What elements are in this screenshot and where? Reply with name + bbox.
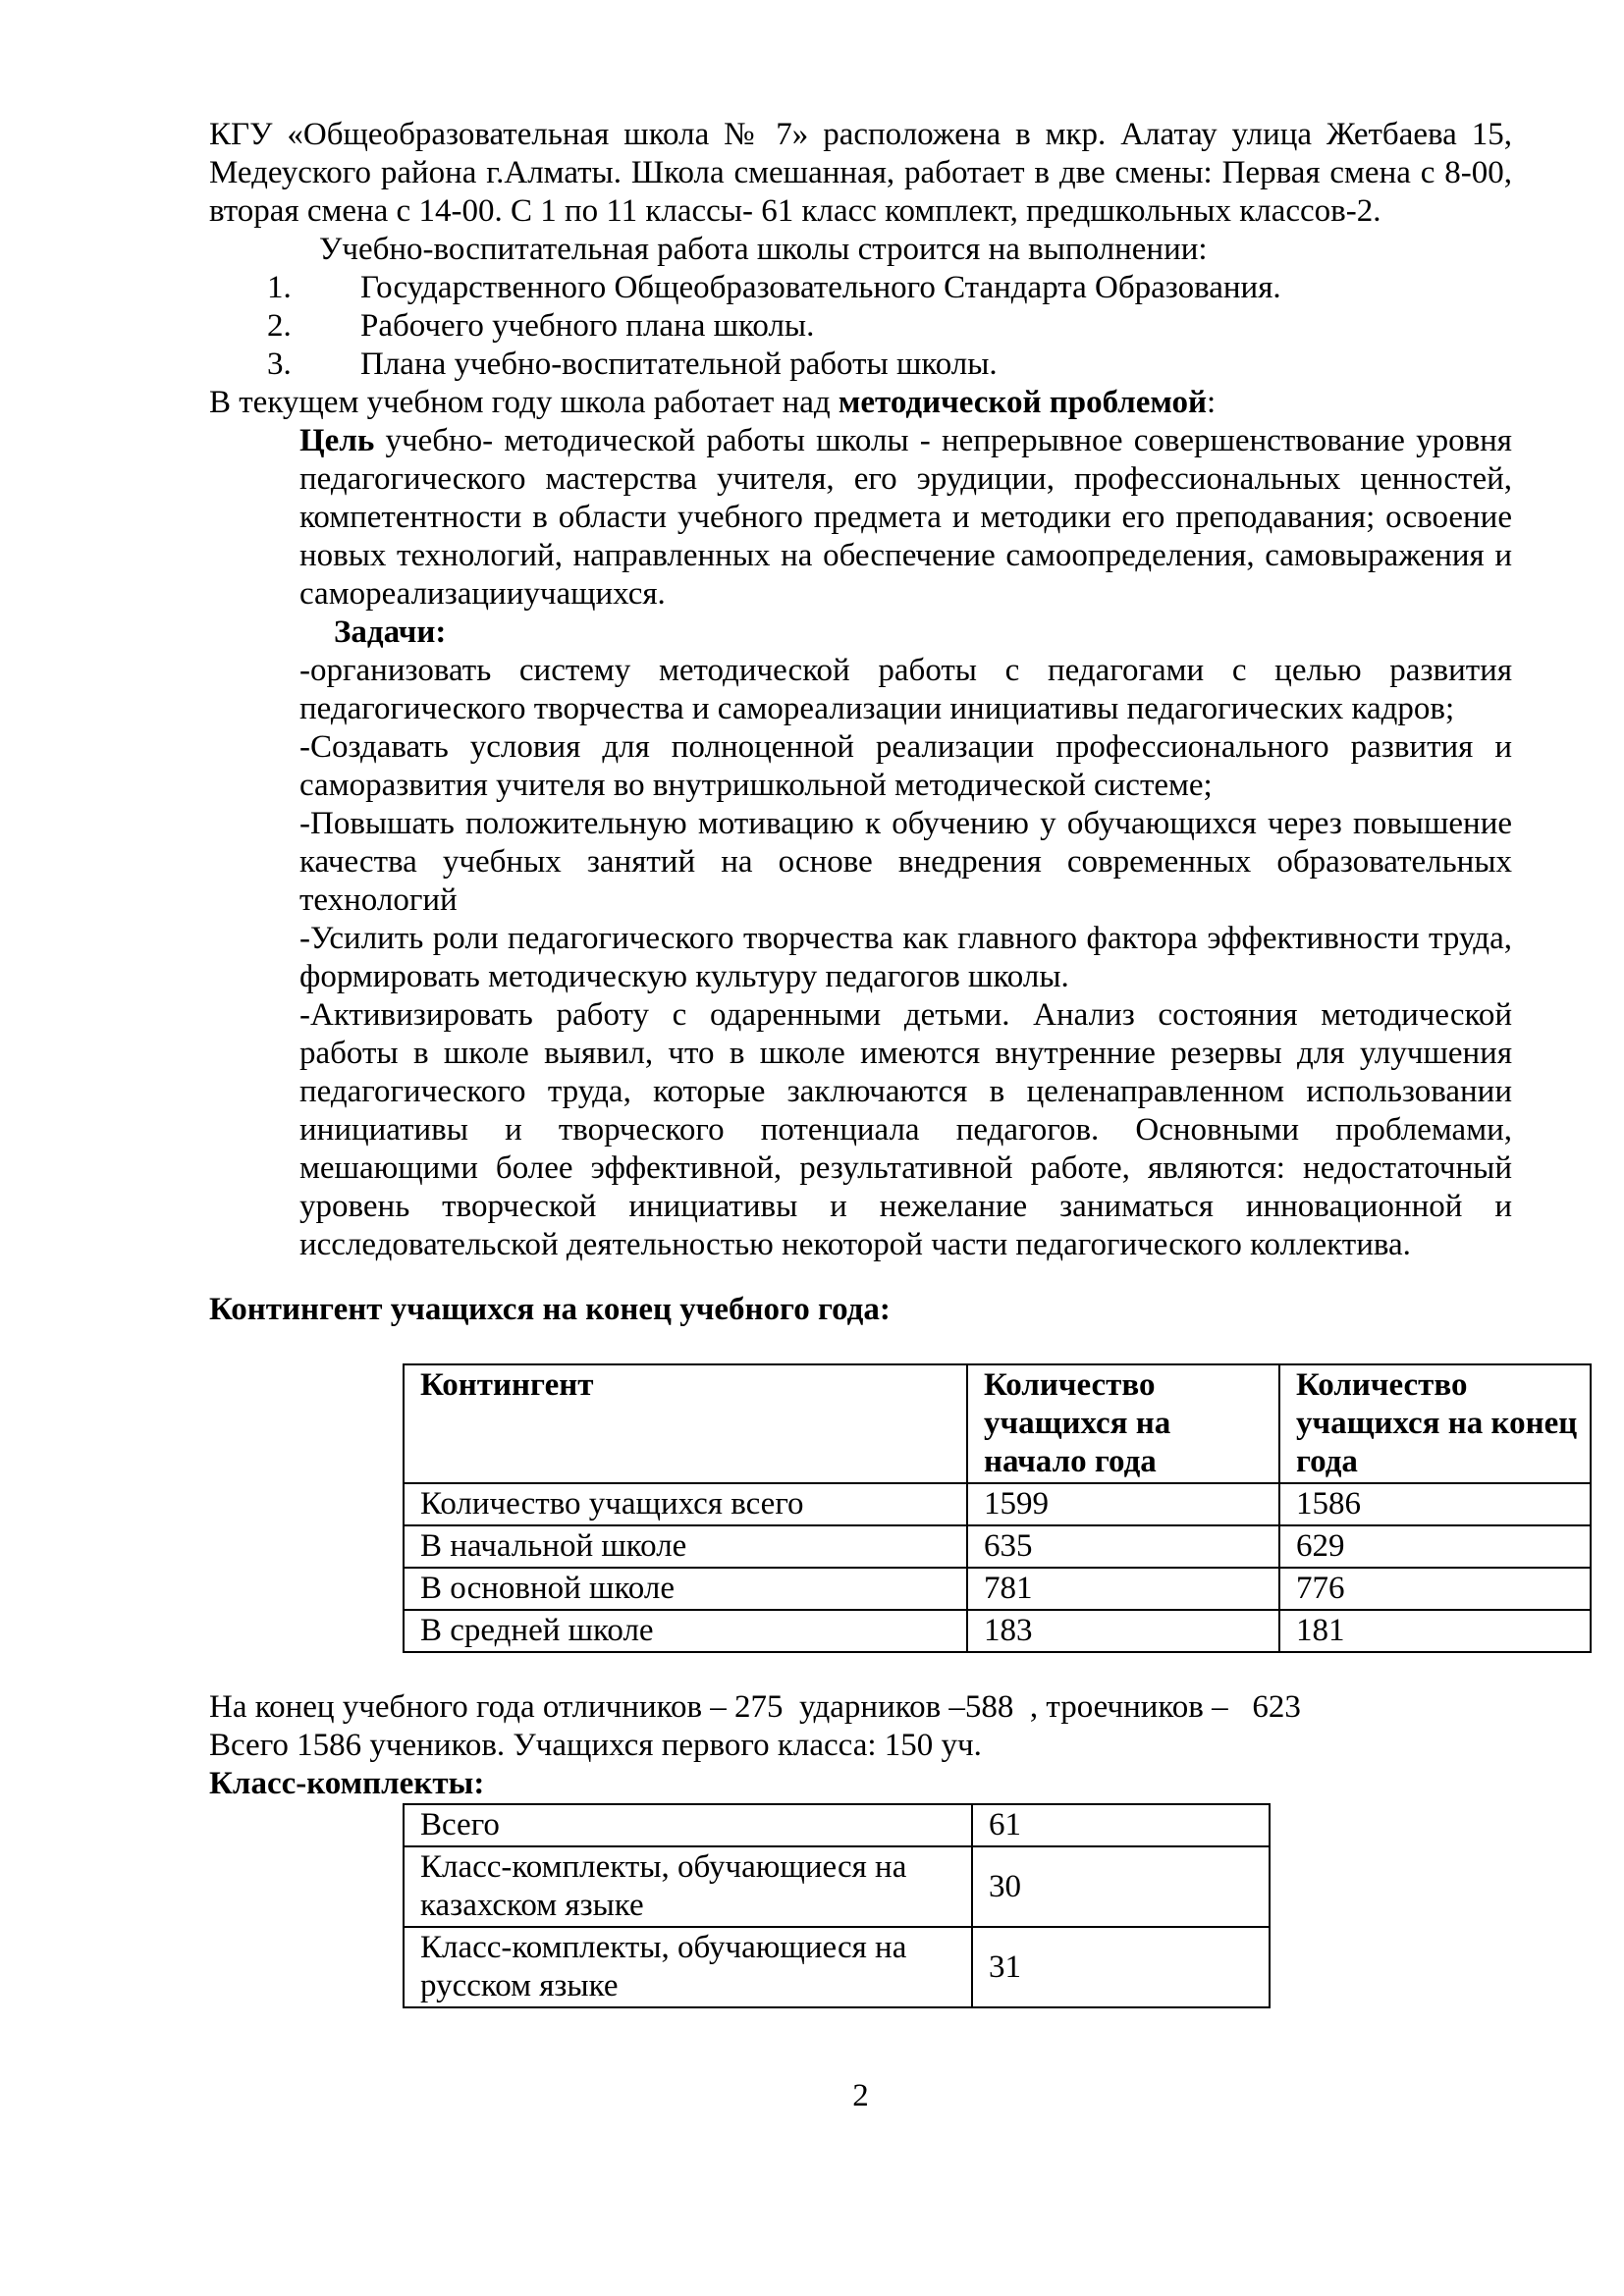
table-cell-value: 1586: [1279, 1483, 1591, 1525]
table-cell-label: Всего: [404, 1804, 972, 1846]
class-sets-heading: Класс-комплекты:: [209, 1766, 485, 1801]
methodical-problem-bold: методической проблемой: [838, 385, 1207, 420]
basis-list-item-1: [209, 269, 1512, 307]
tasks-heading: Задачи:: [334, 614, 447, 650]
table-cell-value: 1599: [967, 1483, 1279, 1525]
task-item-4: -Усилить роли педагогического творчества как главного фактора эффективности труда, формировать методическую культуру педагогов школы.: [299, 921, 1512, 994]
list-item-text: Плана учебно-воспитательной работы школы.: [360, 347, 998, 382]
class-sets-table: [403, 1803, 1271, 2008]
table-header-cell: Количество учащихся на начало года: [967, 1364, 1279, 1483]
basis-list-item-2: [209, 307, 1512, 346]
page-number: 2: [852, 2078, 869, 2113]
table-cell-label: Класс-комплекты, обучающиеся на казахском языке: [404, 1846, 972, 1927]
table-row: [404, 1927, 1270, 2007]
list-number: 2.: [267, 308, 292, 344]
task-item-3: -Повышать положительную мотивацию к обучению у обучающихся через повышение качества учебных занятий на основе внедрения современных образовательных технологий: [299, 806, 1512, 918]
results-line-1: На конец учебного года отличников – 275 ударников –588 , троечников – 623: [209, 1689, 1301, 1725]
goal-text: учебно- методической работы школы - непрерывное совершенствование уровня педагогического мастерства учителя, его эрудиции, профессиональных ценностей, компетентности в области учебного предмета и методики его преподавания; освоение новых технологий, направленных на обеспечение самоопределения, самовыражения и самореализацииучащихся.: [299, 423, 1512, 612]
year-end-results: [209, 1688, 1512, 1803]
table-cell-value: 31: [972, 1927, 1270, 2007]
table-cell-label: Класс-комплекты, обучающиеся на русском языке: [404, 1927, 972, 2007]
task-item-1: -организовать систему методической работы с педагогами с целью развития педагогического творчества и самореализации инициативы педагогических кадров;: [299, 653, 1512, 726]
list-number: 1.: [267, 270, 292, 305]
table-cell-value: 61: [972, 1804, 1270, 1846]
table-cell-value: 181: [1279, 1610, 1591, 1652]
table-row: [404, 1483, 1591, 1525]
results-line-2: Всего 1586 учеников. Учащихся первого класса: 150 уч.: [209, 1728, 982, 1763]
table-cell-label: Количество учащихся всего: [404, 1483, 967, 1525]
table-cell-value: 781: [967, 1568, 1279, 1610]
methodical-work-block: [299, 422, 1512, 1264]
table-cell-value: 183: [967, 1610, 1279, 1652]
table-cell-value: 30: [972, 1846, 1270, 1927]
table-row: [404, 1568, 1591, 1610]
table-cell-value: 776: [1279, 1568, 1591, 1610]
task-item-5: -Активизировать работу с одаренными детьми. Анализ состояния методической работы в школе выявил, что в школе имеются внутренние резервы для улучшения педагогического труда, которые заключаются в целенаправленном использовании инициативы и творческого потенциала педагогов. Основными проблемами, мешающими более эффективной, результативной работе, являются: недостаточный уровень творческой инициативы и нежелание заниматься инновационной и исследовательской деятельностью некоторой части педагогического коллектива.: [299, 997, 1512, 1262]
table-row: [404, 1525, 1591, 1568]
task-item-2: -Создавать условия для полноценной реализации профессионального развития и саморазвития учителя во внутришкольной методической системе;: [299, 729, 1512, 803]
table-row: [404, 1804, 1270, 1846]
contingent-table: [403, 1363, 1592, 1653]
table-header-cell: Количество учащихся на конец года: [1279, 1364, 1591, 1483]
list-item-text: Государственного Общеобразовательного Стандарта Образования.: [360, 270, 1281, 305]
table-cell-value: 629: [1279, 1525, 1591, 1568]
table-header-row: [404, 1364, 1591, 1483]
methodical-problem-line: [209, 384, 1512, 422]
methodical-problem-prefix: В текущем учебном году школа работает над: [209, 385, 839, 420]
contingent-heading: Контингент учащихся на конец учебного года:: [209, 1292, 891, 1327]
school-description-paragraph: КГУ «Общеобразовательная школа № 7» расположена в мкр. Алатау улица Жетбаева 15, Медеуского района г.Алматы. Школа смешанная, работает в две смены: Первая смена с 8-00, вторая смена с 14-00. С 1 по 11 классы- 61 класс комплект, предшкольных классов-2.: [209, 117, 1512, 229]
goal-paragraph: [299, 422, 1512, 614]
list-item-text: Рабочего учебного плана школы.: [360, 308, 815, 344]
work-basis-line: Учебно-воспитательная работа школы строится на выполнении:: [319, 232, 1208, 267]
table-cell-label: В средней школе: [404, 1610, 967, 1652]
table-cell-label: В начальной школе: [404, 1525, 967, 1568]
table-cell-value: 635: [967, 1525, 1279, 1568]
table-row: [404, 1846, 1270, 1927]
methodical-problem-suffix: :: [1207, 385, 1217, 420]
basis-list-item-3: [209, 346, 1512, 384]
list-number: 3.: [267, 347, 292, 382]
goal-label: Цель: [299, 423, 375, 458]
table-row: [404, 1610, 1591, 1652]
table-cell-label: В основной школе: [404, 1568, 967, 1610]
table-header-cell: Контингент: [404, 1364, 967, 1483]
